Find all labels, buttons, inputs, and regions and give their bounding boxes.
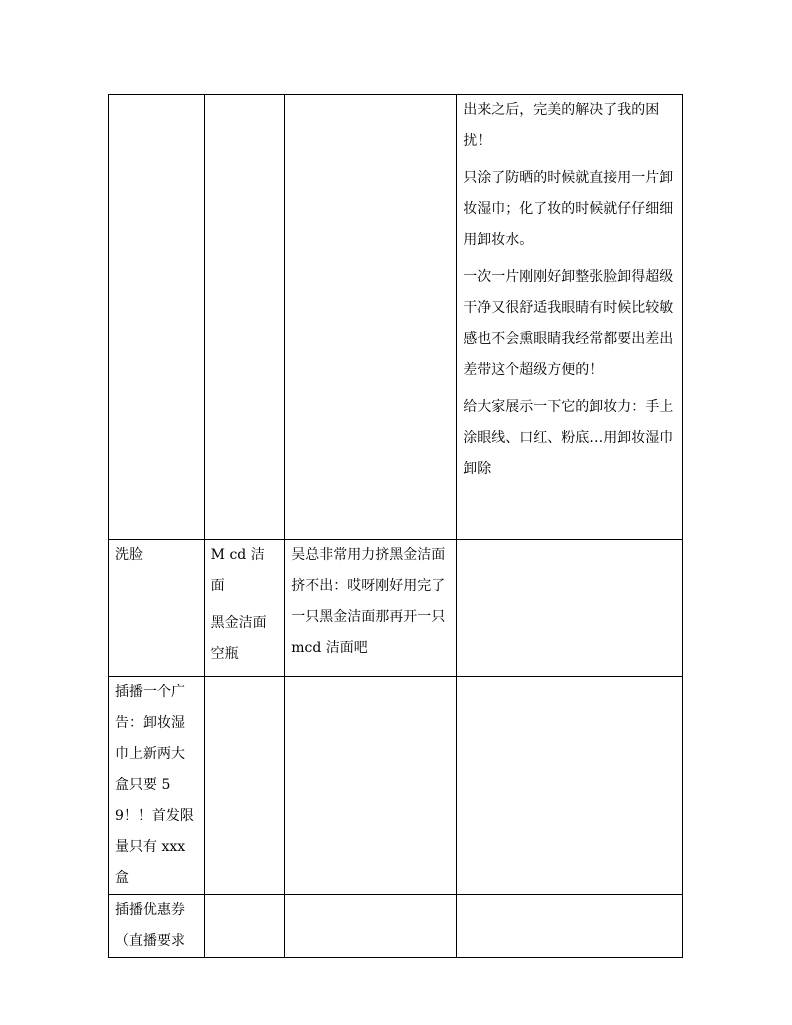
step-cell: 洗脸	[109, 540, 205, 677]
step-cell: 插播一个广告：卸妆湿巾上新两大盒只要 59！！首发限量只有 xxx 盒	[109, 677, 205, 895]
table-row	[109, 677, 683, 895]
notes-cell	[457, 677, 683, 895]
product-cell	[204, 677, 285, 895]
dialogue-cell	[285, 540, 457, 677]
notes-cell	[457, 895, 683, 958]
dialogue-cell	[285, 895, 457, 958]
notes-cell	[457, 95, 683, 540]
product-line: 黑金洁面空瓶	[210, 615, 267, 662]
dialogue-cell	[285, 677, 457, 895]
notes-paragraph: 出来之后，完美的解决了我的困扰！	[463, 102, 660, 149]
table-row	[109, 895, 683, 958]
step-cell	[109, 95, 205, 540]
product-cell	[204, 895, 285, 958]
step-cell: 插播优惠券（直播要求	[109, 895, 205, 958]
dialogue-cell	[285, 95, 457, 540]
product-line: M cd 洁面	[210, 547, 265, 594]
product-cell	[204, 95, 285, 540]
notes-paragraph: 只涂了防晒的时候就直接用一片卸妆湿巾；化了妆的时候就仔仔细细用卸妆水。	[463, 170, 674, 248]
table-row	[109, 540, 683, 677]
table-row	[109, 95, 683, 540]
notes-cell	[457, 540, 683, 677]
script-table	[108, 94, 683, 958]
notes-paragraph: 给大家展示一下它的卸妆力：手上涂眼线、口红、粉底…用卸妆湿巾卸除	[463, 399, 674, 477]
notes-paragraph: 一次一片刚刚好卸整张脸卸得超级干净又很舒适我眼睛有时候比较敏感也不会熏眼睛我经常都要出差出差带这个超级方便的！	[463, 269, 674, 378]
product-cell	[204, 540, 285, 677]
dialogue-paragraph: 吴总非常用力挤黑金洁面挤不出：哎呀刚好用完了一只黑金洁面那再开一只 mcd 洁面吧	[291, 547, 446, 656]
